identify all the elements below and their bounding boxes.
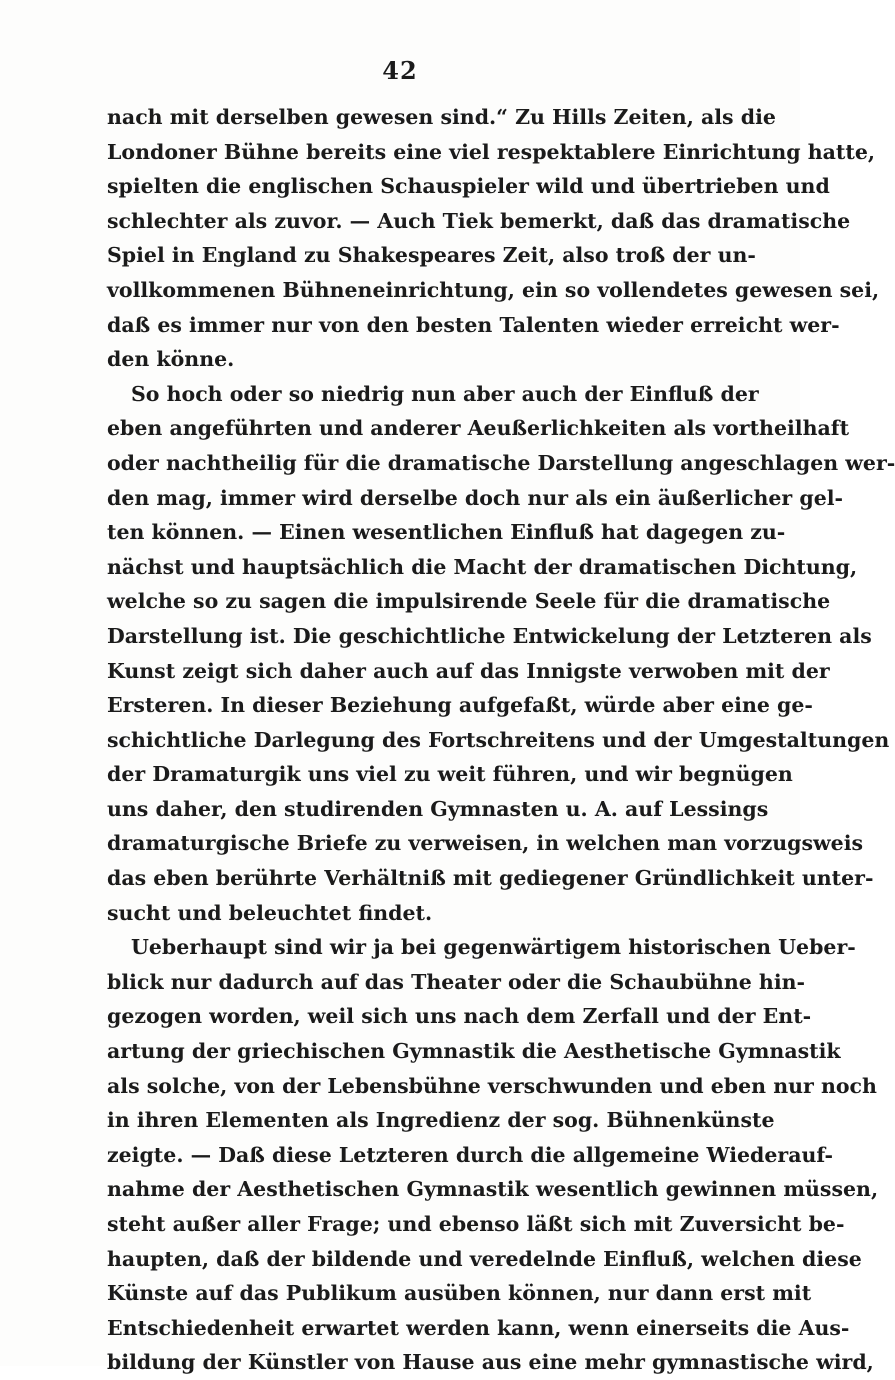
text-line: Darstellung ist. Die geschichtliche Entwickelung der Letzteren als (107, 623, 872, 648)
text-line: oder nachtheilig für die dramatische Darstellung angeschlagen wer- (107, 450, 895, 475)
text-line: gezogen worden, weil sich uns nach dem Zerfall und der Ent- (107, 1004, 812, 1029)
text-line: in ihren Elementen als Ingredienz der sog. Bühnenkünste (107, 1108, 775, 1133)
text-line: schichtliche Darlegung des Fortschreitens und der Umgestaltungen (107, 727, 890, 752)
text-line: den mag, immer wird derselbe doch nur als ein äußerlicher gel- (107, 485, 844, 510)
text-line: bildung der Künstler von Hause aus eine mehr gymnastische wird, (107, 1350, 874, 1375)
text-line: Kunst zeigt sich daher auch auf das Innigste verwoben mit der (107, 658, 830, 683)
text-line: haupten, daß der bildende und veredelnde Einfluß, welchen diese (107, 1246, 862, 1271)
text-line: das eben berührte Verhältniß mit gediegener Gründlichkeit unter- (107, 866, 874, 891)
text-line: Künste auf das Publikum ausüben können, nur dann erst mit (107, 1281, 812, 1306)
text-line: Entschiedenheit erwartet werden kann, wenn einerseits die Aus- (107, 1315, 850, 1340)
text-line: daß es immer nur von den besten Talenten wieder erreicht wer- (107, 312, 840, 337)
text-line: artung der griechischen Gymnastik die Aesthetische Gymnastik (107, 1039, 841, 1064)
text-line: Londoner Bühne bereits eine viel respektablere Einrichtung hatte, (107, 139, 876, 164)
text-line: So hoch oder so niedrig nun aber auch der Einfluß der (131, 381, 759, 406)
text-line: vollkommenen Bühneneinrichtung, ein so vollendetes gewesen sei, (107, 277, 880, 302)
page-number: 42 (382, 56, 418, 85)
text-line: ten können. — Einen wesentlichen Einfluß hat dagegen zu- (107, 520, 786, 545)
text-line: Ueberhaupt sind wir ja bei gegenwärtigem historischen Ueber- (131, 935, 856, 960)
text-line: nächst und hauptsächlich die Macht der dramatischen Dichtung, (107, 554, 858, 579)
text-line: uns daher, den studirenden Gymnasten u. A. auf Lessings (107, 796, 769, 821)
text-line: blick nur dadurch auf das Theater oder die Schaubühne hin- (107, 969, 806, 994)
text-line: Ersteren. In dieser Beziehung aufgefaßt, würde aber eine ge- (107, 693, 813, 718)
text-line: steht außer aller Frage; und ebenso läßt sich mit Zuversicht be- (107, 1212, 845, 1236)
text-line: schlechter als zuvor. — Auch Tiek bemerkt, daß das dramatische (107, 208, 851, 233)
text-line: welche so zu sagen die impulsirende Seele für die dramatische (107, 589, 831, 614)
text-line: eben angeführten und anderer Aeußerlichkeiten als vortheilhaft (107, 416, 850, 441)
text-line: sucht und beleuchtet findet. (107, 900, 433, 925)
body-text (107, 100, 895, 1380)
text-line: zeigte. — Daß diese Letzteren durch die allgemeine Wiederauf- (107, 1142, 834, 1167)
text-line: nahme der Aesthetischen Gymnastik wesentlich gewinnen müssen, (107, 1177, 879, 1202)
text-line: der Dramaturgik uns viel zu weit führen, und wir begnügen (107, 762, 793, 787)
text-line: spielten die englischen Schauspieler wild und übertrieben und (107, 174, 830, 199)
text-line: nach mit derselben gewesen sind.“ Zu Hills Zeiten, als die (107, 105, 776, 129)
text-line: als solche, von der Lebensbühne verschwunden und eben nur noch (107, 1073, 877, 1098)
text-line: dramaturgische Briefe zu verweisen, in welchen man vorzugsweis (107, 831, 864, 856)
text-line: den könne. (107, 347, 235, 372)
text-line: Spiel in England zu Shakespeares Zeit, also troß der un- (107, 243, 756, 268)
